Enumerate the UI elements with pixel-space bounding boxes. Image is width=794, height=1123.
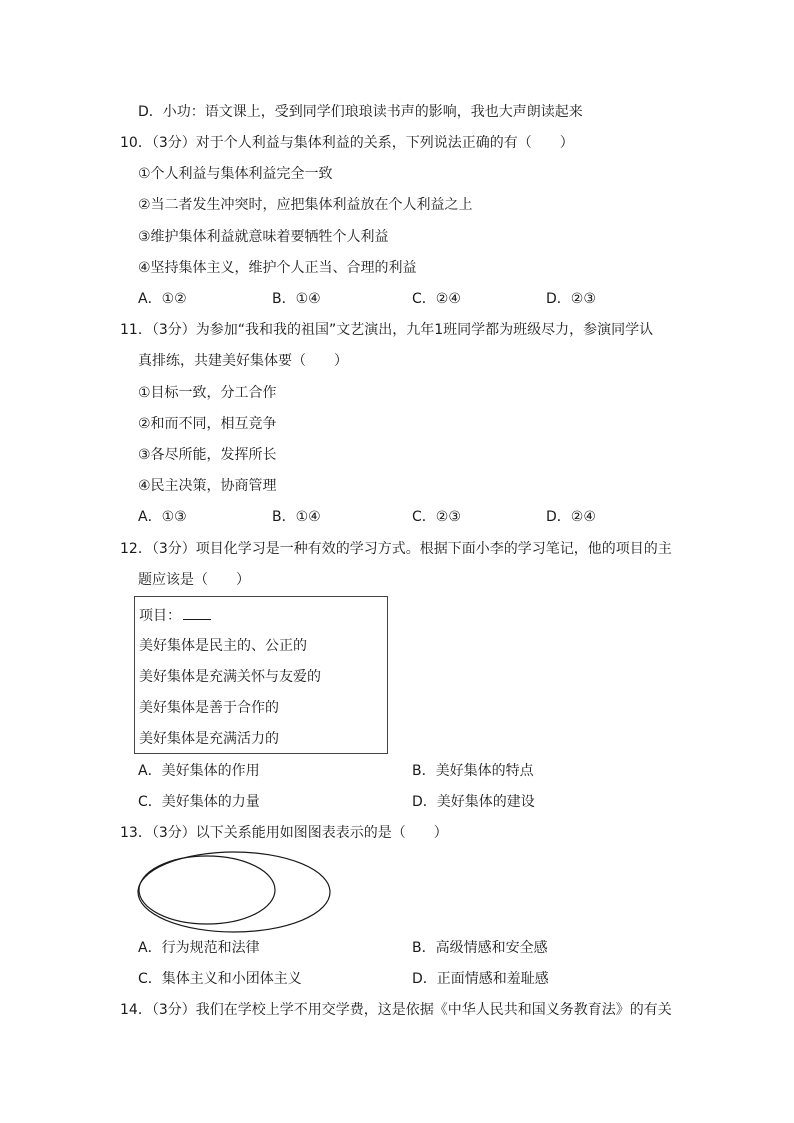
q10-option-b[interactable]: B．①④: [272, 291, 321, 307]
q12-stem-line1: 12．（3分）项目化学习是一种有效的学习方式。根据下面小李的学习笔记，他的项目的主: [120, 541, 672, 557]
q12-option-a[interactable]: A．美好集体的作用: [138, 763, 260, 779]
study-notes-box: [134, 596, 388, 754]
q12-stem-line2: 题应该是（ ）: [138, 572, 250, 588]
answer-blank: [183, 605, 211, 620]
q13-option-b[interactable]: B．高级情感和安全感: [412, 940, 548, 956]
q12-option-b[interactable]: B．美好集体的特点: [412, 763, 534, 779]
q10-statement-1: ①个人利益与集体利益完全一致: [138, 166, 333, 182]
q9-option-d: D．小功：语文课上，受到同学们琅琅读书声的影响，我也大声朗读起来: [138, 104, 583, 120]
q11-option-a[interactable]: A．①③: [138, 509, 187, 525]
q13-option-d[interactable]: D．正面情感和羞耻感: [412, 971, 549, 987]
q11-option-b[interactable]: B．①④: [272, 509, 321, 525]
q10-option-a[interactable]: A．①②: [138, 291, 187, 307]
inner-ellipse: [139, 856, 275, 924]
q10-option-c[interactable]: C．②④: [412, 291, 461, 307]
q11-statement-2: ②和而不同，相互竞争: [138, 416, 277, 432]
q13-stem: 13．（3分）以下关系能用如图图表表示的是（ ）: [120, 825, 448, 841]
q12-option-c[interactable]: C．美好集体的力量: [138, 794, 260, 810]
notes-line-2: 美好集体是充满关怀与友爱的: [139, 669, 321, 685]
q11-statement-3: ③各尽所能，发挥所长: [138, 447, 277, 463]
notes-title: 项目：: [139, 608, 181, 624]
notes-line-1: 美好集体是民主的、公正的: [139, 638, 307, 654]
notes-line-3: 美好集体是善于合作的: [139, 700, 279, 716]
q10-statement-4: ④坚持集体主义，维护个人正当、合理的利益: [138, 260, 417, 276]
q10-statement-2: ②当二者发生冲突时，应把集体利益放在个人利益之上: [138, 197, 473, 213]
q13-option-a[interactable]: A．行为规范和法律: [138, 940, 260, 956]
q11-stem-line1: 11．（3分）为参加“我和我的祖国”文艺演出，九年1班同学都为班级尽力，参演同学认: [120, 322, 654, 338]
q13-option-c[interactable]: C．集体主义和小团体主义: [138, 971, 302, 987]
notes-title-line: [139, 605, 211, 626]
q11-statement-1: ①目标一致，分工合作: [138, 385, 277, 401]
q10-stem: 10．（3分）对于个人利益与集体利益的关系，下列说法正确的有（ ）: [120, 135, 574, 151]
q10-option-d[interactable]: D．②③: [546, 291, 596, 307]
q10-statement-3: ③维护集体利益就意味着要牺牲个人利益: [138, 229, 389, 245]
q11-statement-4: ④民主决策，协商管理: [138, 478, 277, 494]
nested-ellipse-diagram: [136, 850, 336, 936]
q11-stem-line2: 真排练，共建美好集体要（ ）: [138, 353, 348, 369]
outer-ellipse: [138, 852, 330, 932]
notes-line-4: 美好集体是充满活力的: [139, 731, 279, 747]
q11-option-d[interactable]: D．②④: [546, 509, 596, 525]
q12-option-d[interactable]: D．美好集体的建设: [412, 794, 535, 810]
q11-option-c[interactable]: C．②③: [412, 509, 461, 525]
q14-stem-line1: 14．（3分）我们在学校上学不用交学费，这是依据《中华人民共和国义务教育法》的有关: [120, 1002, 672, 1018]
